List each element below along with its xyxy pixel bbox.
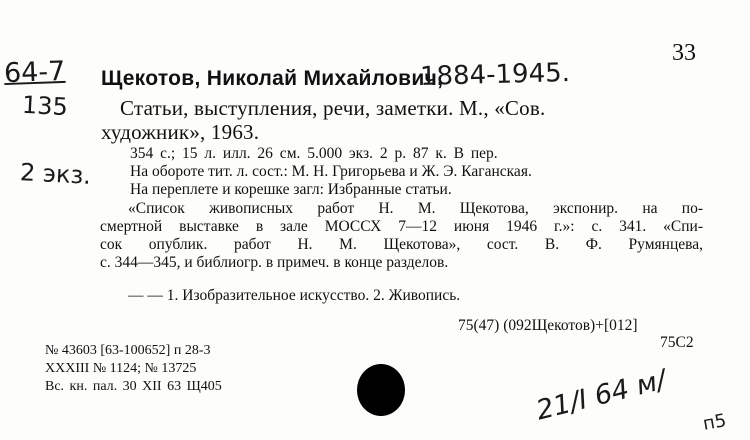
punch-hole — [357, 364, 405, 416]
accession-line-2: XXXIII № 1124; № 13725 — [45, 361, 197, 376]
accession-line-3: Вс. кн. пал. 30 XII 63 Щ405 — [45, 379, 222, 394]
card-number: 33 — [672, 40, 696, 66]
description-line-6: сок опублик. работ Н. М. Щекотова», сост. В. Ф. Румянцева, — [100, 236, 703, 253]
author-mark: 75С2 — [660, 334, 694, 351]
handwritten-signature: 21/I 64 м/ — [533, 364, 670, 427]
title-line-1: Статьи, выступления, речи, заметки. М., «Сов. — [120, 96, 546, 120]
description-line-3: На переплете и корешке загл: Избранные статьи. — [130, 181, 452, 198]
description-line-4: «Список живописных работ Н. М. Щекотова, экспонир. на по- — [128, 200, 703, 217]
description-line-1: 354 с.; 15 л. илл. 26 см. 5.000 экз. 2 р. 87 к. В пер. — [130, 145, 498, 162]
title-line-2: художник», 1963. — [101, 120, 260, 144]
accession-line-1: № 43603 [63-100652] п 28-3 — [45, 343, 211, 358]
handwritten-years: 1884-1945. — [419, 58, 571, 92]
author-heading: Щекотов, Николай Михайлович, — [101, 67, 444, 90]
subject-headings: — — 1. Изобразительное искусство. 2. Живопись. — [128, 287, 461, 304]
handwritten-corner-mark: п5 — [701, 410, 728, 435]
classification-index: 75(47) (092Щекотов)+[012] — [458, 317, 638, 334]
description-line-7: с. 344—345, и библиогр. в примеч. в конце разделов. — [100, 254, 449, 271]
description-line-2: На обороте тит. л. сост.: М. Н. Григорьева и Ж. Э. Каганская. — [130, 163, 532, 180]
handwritten-copies: 2 экз. — [19, 158, 92, 190]
description-line-5: смертной выставке в зале МОССХ 7—12 июня 1946 г.»: с. 341. «Спи- — [100, 218, 703, 235]
handwritten-shelf-mark: 64-7 — [3, 55, 66, 90]
handwritten-code: 135 — [21, 90, 69, 122]
